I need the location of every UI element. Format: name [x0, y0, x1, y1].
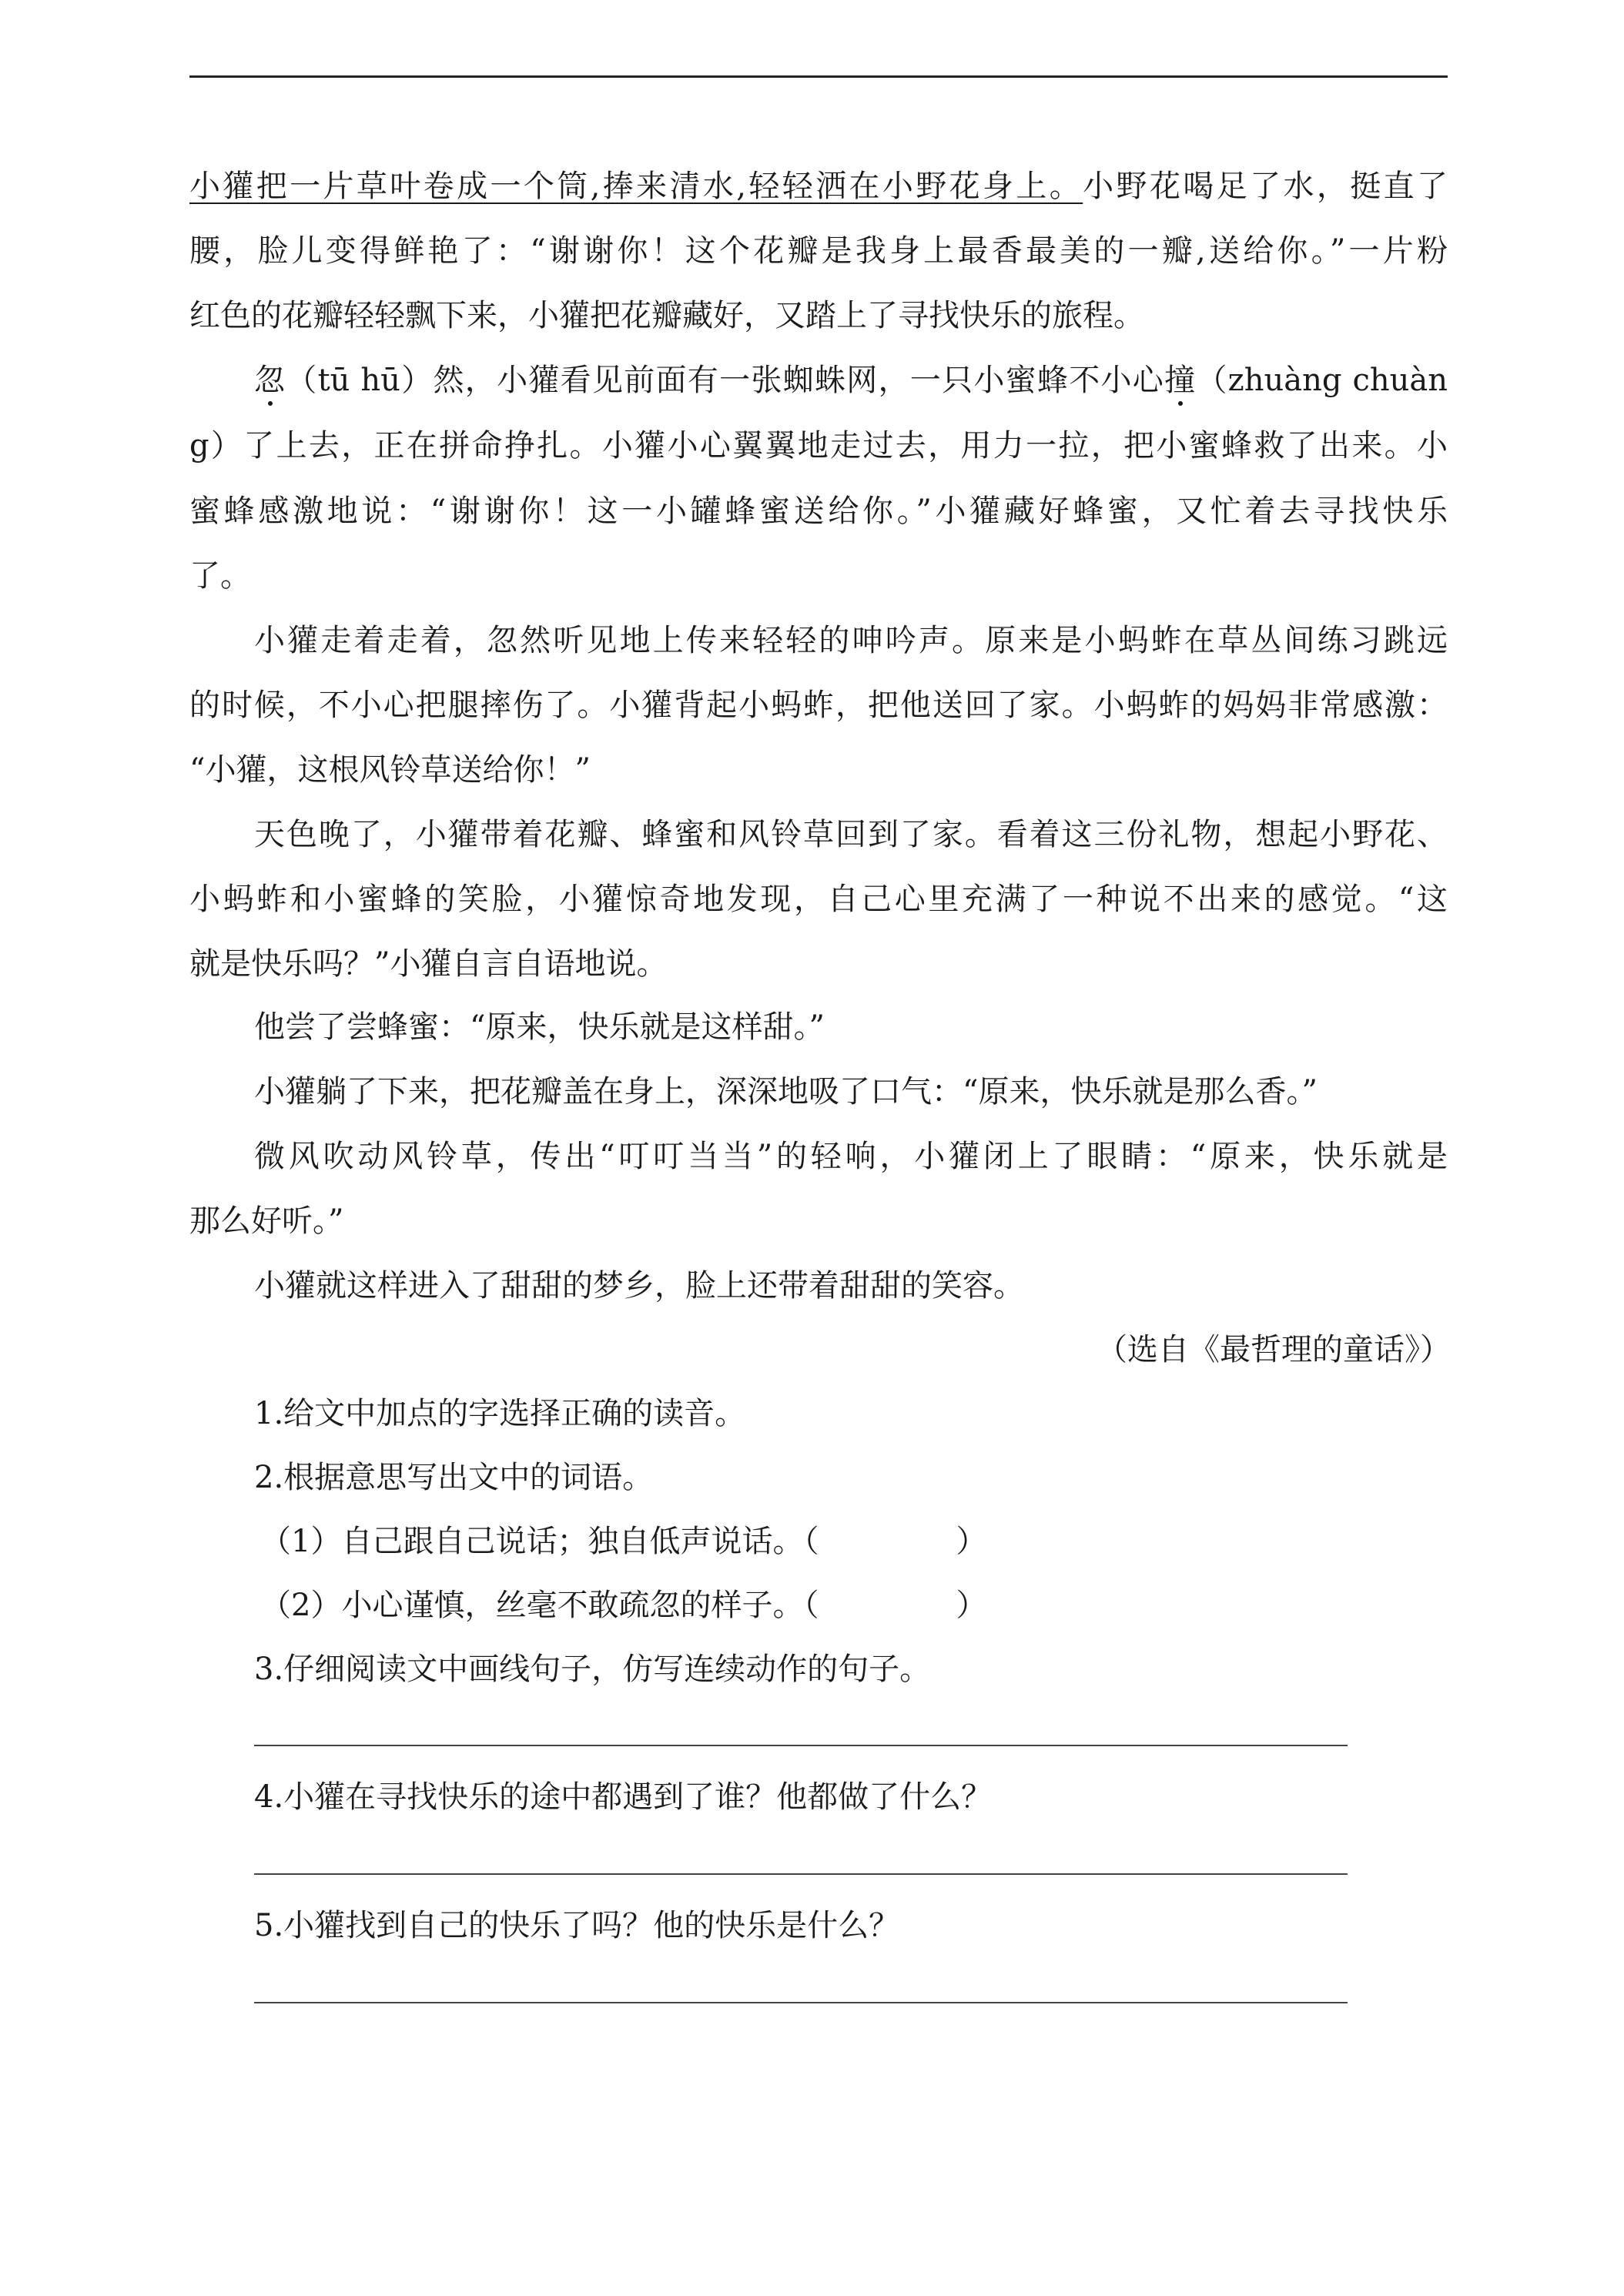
dotted-char: 忽 — [254, 363, 286, 398]
passage-line: 就是快乐吗？”小獾自言自语地说。 — [189, 946, 668, 982]
passage-line: 了。 — [189, 558, 251, 594]
passage-line: 他尝了尝蜂蜜：“原来，快乐就是这样甜。” — [254, 1009, 825, 1045]
passage-line: 小獾就这样进入了甜甜的梦乡，脸上还带着甜甜的笑容。 — [254, 1268, 1024, 1304]
source-citation: （选自《最哲理的童话》） — [1097, 1332, 1451, 1367]
answer-line-5[interactable] — [254, 2002, 1348, 2003]
passage-line: 微风吹动风铃草，传出“叮叮当当”的轻响，小獾闭上了眼睛：“原来，快乐就是 — [254, 1139, 1448, 1174]
answer-line-4[interactable] — [254, 1873, 1348, 1875]
question-1: 1.给文中加点的字选择正确的读音。 — [254, 1396, 746, 1431]
passage-line: 蜜蜂感激地说：“谢谢你！这一小罐蜂蜜送给你。”小獾藏好蜂蜜，又忙着去寻找快乐 — [189, 494, 1448, 529]
passage-line: 忽（tū hū）然，小獾看见前面有一张蜘蛛网，一只小蜜蜂不小心撞（zhuàng chuàn — [254, 363, 1448, 398]
passage-line: 的时候，不小心把腿摔伤了。小獾背起小蚂蚱，把他送回了家。小蚂蚱的妈妈非常感激： — [189, 688, 1448, 723]
dotted-char: 撞 — [1164, 363, 1197, 398]
passage-line: 小獾躺了下来，把花瓣盖在身上，深深地吸了口气：“原来，快乐就是那么香。” — [254, 1074, 1318, 1110]
underlined-sentence: 小獾把一片草叶卷成一个筒,捧来清水,轻轻洒在小野花身上。 — [189, 169, 1083, 204]
passage-line: 腰，脸儿变得鲜艳了：“谢谢你！这个花瓣是我身上最香最美的一瓣,送给你。”一片粉 — [189, 233, 1448, 269]
question-4: 4.小獾在寻找快乐的途中都遇到了谁？他都做了什么？ — [254, 1779, 993, 1815]
question-3: 3.仔细阅读文中画线句子，仿写连续动作的句子。 — [254, 1652, 931, 1687]
question-2: 2.根据意思写出文中的词语。 — [254, 1460, 654, 1495]
question-2-2: （2）小心谨慎，丝毫不敢疏忽的样子。（ ） — [260, 1588, 987, 1623]
passage-line: “小獾，这根风铃草送给你！” — [189, 752, 591, 788]
question-2-1: （1）自己跟自己说话；独自低声说话。（ ） — [260, 1524, 987, 1559]
passage-line: 小獾把一片草叶卷成一个筒,捧来清水,轻轻洒在小野花身上。小野花喝足了水，挺直了 — [189, 169, 1448, 204]
passage-line: 天色晚了，小獾带着花瓣、蜂蜜和风铃草回到了家。看着这三份礼物，想起小野花、 — [254, 817, 1448, 852]
passage-line: 小獾走着走着，忽然听见地上传来轻轻的呻吟声。原来是小蚂蚱在草丛间练习跳远 — [254, 623, 1448, 658]
header-rule — [189, 75, 1448, 78]
passage-line: 小蚂蚱和小蜜蜂的笑脸，小獾惊奇地发现，自己心里充满了一种说不出来的感觉。“这 — [189, 882, 1448, 917]
passage-line: 那么好听。” — [189, 1203, 344, 1239]
question-5: 5.小獾找到自己的快乐了吗？他的快乐是什么？ — [254, 1908, 900, 1943]
answer-line-3[interactable] — [254, 1745, 1348, 1746]
passage-line: 红色的花瓣轻轻飘下来，小獾把花瓣藏好，又踏上了寻找快乐的旅程。 — [189, 298, 1144, 333]
passage-line: g）了上去，正在拼命挣扎。小獾小心翼翼地走过去，用力一拉，把小蜜蜂救了出来。小 — [189, 428, 1448, 464]
